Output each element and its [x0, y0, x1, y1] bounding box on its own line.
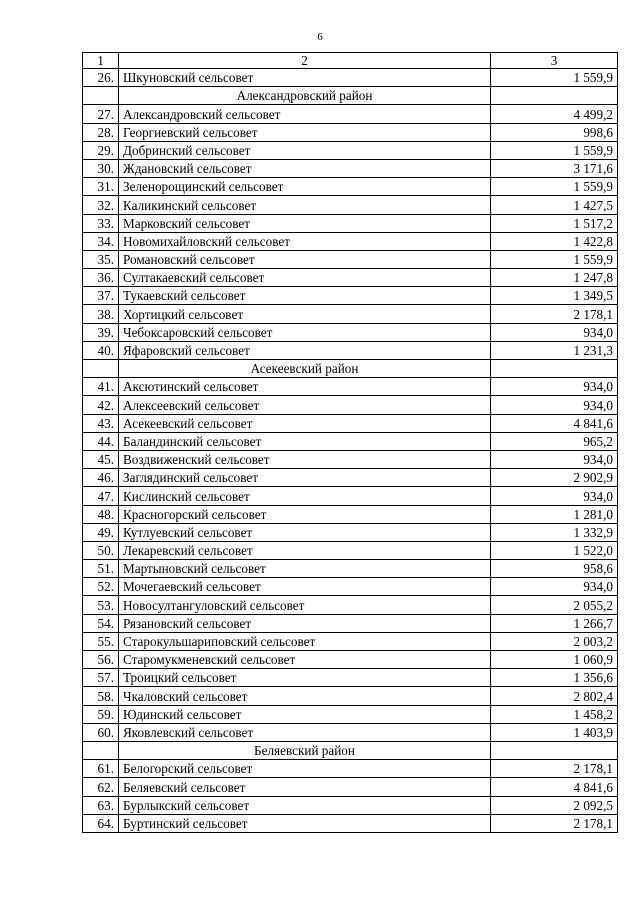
allocation-value: 2 092,5 — [491, 796, 618, 814]
table-row — [83, 414, 618, 432]
column-header-2: 2 — [119, 53, 491, 69]
settlement-name: Старокульшариповский сельсовет — [119, 632, 491, 650]
row-number: 39. — [83, 323, 119, 341]
settlement-name: Александровский сельсовет — [119, 105, 491, 123]
row-number: 64. — [83, 814, 119, 832]
allocation-value: 934,0 — [491, 378, 618, 396]
row-number: 28. — [83, 123, 119, 141]
allocation-value: 1 349,5 — [491, 287, 618, 305]
row-number: 44. — [83, 432, 119, 450]
settlement-name: Новосултангуловский сельсовет — [119, 596, 491, 614]
settlement-name: Юдинский сельсовет — [119, 705, 491, 723]
table-row — [83, 651, 618, 669]
table-row — [83, 323, 618, 341]
table-row — [83, 541, 618, 559]
district-number-cell — [83, 360, 119, 378]
settlement-name: Заглядинский сельсовет — [119, 469, 491, 487]
row-number: 42. — [83, 396, 119, 414]
row-number: 56. — [83, 651, 119, 669]
table-row — [83, 450, 618, 468]
district-value-cell — [491, 87, 618, 105]
row-number: 45. — [83, 450, 119, 468]
allocation-value: 1 060,9 — [491, 651, 618, 669]
settlement-name: Каликинский сельсовет — [119, 196, 491, 214]
settlement-name: Кутлуевский сельсовет — [119, 523, 491, 541]
allocation-value: 934,0 — [491, 450, 618, 468]
district-title: Беляевский район — [119, 741, 491, 759]
district-header-row — [83, 87, 618, 105]
allocation-value: 4 841,6 — [491, 414, 618, 432]
table-row — [83, 378, 618, 396]
settlement-name: Троицкий сельсовет — [119, 669, 491, 687]
row-number: 41. — [83, 378, 119, 396]
settlement-name: Мартыновский сельсовет — [119, 560, 491, 578]
district-header-row — [83, 741, 618, 759]
settlement-name: Старомукменевский сельсовет — [119, 651, 491, 669]
row-number: 61. — [83, 760, 119, 778]
settlement-name: Хортицкий сельсовет — [119, 305, 491, 323]
row-number: 58. — [83, 687, 119, 705]
row-number: 43. — [83, 414, 119, 432]
settlement-name: Бурлыкский сельсовет — [119, 796, 491, 814]
table-row — [83, 669, 618, 687]
district-number-cell — [83, 741, 119, 759]
row-number: 62. — [83, 778, 119, 796]
row-number: 35. — [83, 250, 119, 268]
row-number: 52. — [83, 578, 119, 596]
table-row — [83, 214, 618, 232]
table-row — [83, 705, 618, 723]
row-number: 30. — [83, 159, 119, 177]
table-row — [83, 196, 618, 214]
allocation-value: 2 055,2 — [491, 596, 618, 614]
row-number: 38. — [83, 305, 119, 323]
district-value-cell — [491, 360, 618, 378]
settlement-name: Баландинский сельсовет — [119, 432, 491, 450]
allocation-value: 1 281,0 — [491, 505, 618, 523]
allocation-value: 1 356,6 — [491, 669, 618, 687]
allocation-value: 2 178,1 — [491, 305, 618, 323]
row-number: 50. — [83, 541, 119, 559]
row-number: 46. — [83, 469, 119, 487]
allocation-value: 965,2 — [491, 432, 618, 450]
settlement-name: Зеленорощинский сельсовет — [119, 178, 491, 196]
row-number: 53. — [83, 596, 119, 614]
allocation-value: 1 559,9 — [491, 178, 618, 196]
table-row — [83, 432, 618, 450]
allocation-value: 1 427,5 — [491, 196, 618, 214]
settlement-name: Шкуновский сельсовет — [119, 69, 491, 87]
allocation-value: 4 499,2 — [491, 105, 618, 123]
row-number: 55. — [83, 632, 119, 650]
allocation-value: 1 231,3 — [491, 341, 618, 359]
allocation-value: 1 517,2 — [491, 214, 618, 232]
allocation-value: 2 178,1 — [491, 760, 618, 778]
table-row — [83, 778, 618, 796]
table-row — [83, 469, 618, 487]
settlement-name: Лекаревский сельсовет — [119, 541, 491, 559]
table-row — [83, 614, 618, 632]
row-number: 33. — [83, 214, 119, 232]
settlement-name: Яковлевский сельсовет — [119, 723, 491, 741]
settlement-name: Романовский сельсовет — [119, 250, 491, 268]
allocation-value: 1 422,8 — [491, 232, 618, 250]
table-row — [83, 232, 618, 250]
table-row — [83, 105, 618, 123]
row-number: 40. — [83, 341, 119, 359]
allocation-value: 1 559,9 — [491, 250, 618, 268]
district-value-cell — [491, 741, 618, 759]
row-number: 48. — [83, 505, 119, 523]
table-row — [83, 760, 618, 778]
settlement-name: Алексеевский сельсовет — [119, 396, 491, 414]
settlement-name: Рязановский сельсовет — [119, 614, 491, 632]
settlement-name: Чкаловский сельсовет — [119, 687, 491, 705]
row-number: 34. — [83, 232, 119, 250]
settlement-name: Беляевский сельсовет — [119, 778, 491, 796]
table-row — [83, 505, 618, 523]
settlement-name: Чебоксаровский сельсовет — [119, 323, 491, 341]
settlement-name: Мочегаевский сельсовет — [119, 578, 491, 596]
table-row — [83, 178, 618, 196]
district-title: Александровский район — [119, 87, 491, 105]
row-number: 36. — [83, 269, 119, 287]
settlement-name: Султакаевский сельсовет — [119, 269, 491, 287]
row-number: 51. — [83, 560, 119, 578]
table-row — [83, 560, 618, 578]
settlement-name: Кислинский сельсовет — [119, 487, 491, 505]
table-body — [83, 53, 618, 833]
table-row — [83, 250, 618, 268]
allocation-value: 934,0 — [491, 578, 618, 596]
allocation-value: 1 458,2 — [491, 705, 618, 723]
allocation-value: 934,0 — [491, 487, 618, 505]
column-header-3: 3 — [491, 53, 618, 69]
allocation-value: 1 403,9 — [491, 723, 618, 741]
allocation-value: 998,6 — [491, 123, 618, 141]
row-number: 37. — [83, 287, 119, 305]
settlement-name: Белогорский сельсовет — [119, 760, 491, 778]
allocation-value: 934,0 — [491, 396, 618, 414]
allocation-value: 2 003,2 — [491, 632, 618, 650]
table-row — [83, 69, 618, 87]
allocation-value: 1 559,9 — [491, 141, 618, 159]
page-number: 6 — [317, 31, 323, 43]
settlement-name: Добринский сельсовет — [119, 141, 491, 159]
table-row — [83, 814, 618, 832]
table-row — [83, 523, 618, 541]
district-title: Асекеевский район — [119, 360, 491, 378]
allocation-value: 3 171,6 — [491, 159, 618, 177]
column-header-row — [83, 53, 618, 69]
allocation-value: 4 841,6 — [491, 778, 618, 796]
settlement-name: Воздвиженский сельсовет — [119, 450, 491, 468]
table-row — [83, 487, 618, 505]
row-number: 26. — [83, 69, 119, 87]
row-number: 47. — [83, 487, 119, 505]
row-number: 27. — [83, 105, 119, 123]
district-number-cell — [83, 87, 119, 105]
row-number: 31. — [83, 178, 119, 196]
row-number: 59. — [83, 705, 119, 723]
settlement-name: Тукаевский сельсовет — [119, 287, 491, 305]
table-row — [83, 796, 618, 814]
allocation-value: 934,0 — [491, 323, 618, 341]
settlement-name: Георгиевский сельсовет — [119, 123, 491, 141]
allocation-value: 1 522,0 — [491, 541, 618, 559]
table-row — [83, 305, 618, 323]
table-row — [83, 396, 618, 414]
column-header-1: 1 — [83, 53, 119, 69]
allocation-value: 2 902,9 — [491, 469, 618, 487]
allocation-value: 2 802,4 — [491, 687, 618, 705]
settlement-name: Асекеевский сельсовет — [119, 414, 491, 432]
allocation-value: 1 332,9 — [491, 523, 618, 541]
allocation-value: 1 559,9 — [491, 69, 618, 87]
allocation-value: 1 266,7 — [491, 614, 618, 632]
row-number: 29. — [83, 141, 119, 159]
settlement-name: Новомихайловский сельсовет — [119, 232, 491, 250]
district-header-row — [83, 360, 618, 378]
row-number: 49. — [83, 523, 119, 541]
settlement-name: Аксютинский сельсовет — [119, 378, 491, 396]
allocation-table — [82, 52, 618, 833]
table-row — [83, 723, 618, 741]
settlement-name: Буртинский сельсовет — [119, 814, 491, 832]
settlement-name: Яфаровский сельсовет — [119, 341, 491, 359]
table-row — [83, 632, 618, 650]
table-row — [83, 578, 618, 596]
allocation-value: 958,6 — [491, 560, 618, 578]
table-row — [83, 687, 618, 705]
table-row — [83, 269, 618, 287]
table-row — [83, 596, 618, 614]
settlement-name: Ждановский сельсовет — [119, 159, 491, 177]
table-row — [83, 341, 618, 359]
settlement-name: Красногорский сельсовет — [119, 505, 491, 523]
row-number: 60. — [83, 723, 119, 741]
table-row — [83, 159, 618, 177]
table-row — [83, 141, 618, 159]
table-row — [83, 287, 618, 305]
row-number: 32. — [83, 196, 119, 214]
row-number: 54. — [83, 614, 119, 632]
table-row — [83, 123, 618, 141]
settlement-name: Марковский сельсовет — [119, 214, 491, 232]
row-number: 63. — [83, 796, 119, 814]
allocation-value: 2 178,1 — [491, 814, 618, 832]
allocation-value: 1 247,8 — [491, 269, 618, 287]
row-number: 57. — [83, 669, 119, 687]
